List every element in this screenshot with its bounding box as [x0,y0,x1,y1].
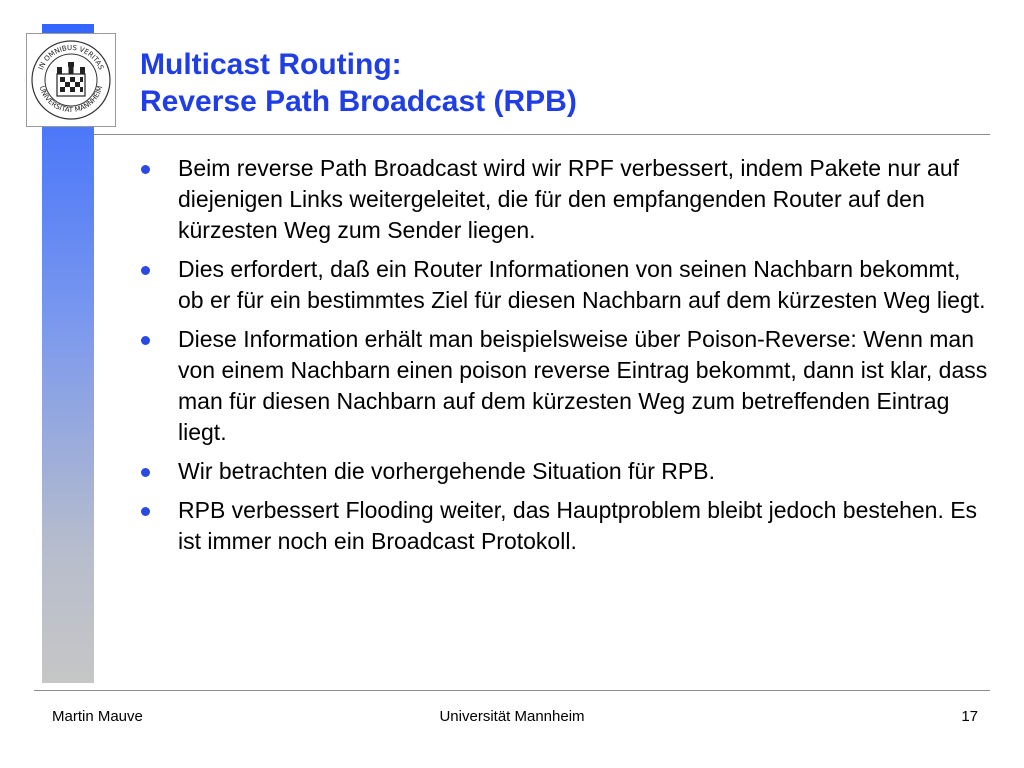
slide-title [140,46,577,120]
slide-title-line-1: Multicast Routing: [140,48,402,81]
bullet-item [140,153,990,246]
seal-castle-icon [57,62,85,96]
bullet-text: Beim reverse Path Broadcast wird wir RPF verbessert, indem Pakete nur auf diejenigen Links weitergeleitet, die für den empfangenden Router auf den kürzesten Weg zum Sender liegen. [178,155,960,243]
bullet-text: RPB verbessert Flooding weiter, das Hauptproblem bleibt jedoch bestehen. Es ist immer noch ein Broadcast Protokoll. [178,497,978,554]
footer-page-number: 17 [961,708,978,725]
seal-text-bottom: UNIVERSITÄT MANNHEIM [37,84,105,115]
title-divider [94,134,990,135]
bullet-dot-icon [141,266,150,275]
bullet-dot-icon [141,165,150,174]
bullet-item [140,324,990,448]
bullet-text: Diese Information erhält man beispielsweise über Poison-Reverse: Wenn man von einem Nachbarn einen poison reverse Eintrag bekommt, dann ist klar, dass man für diesen Nachbarn auf dem kürzesten Weg zum betreffenden Eintrag liegt. [178,326,988,445]
bullet-list [140,153,990,565]
bullet-text: Dies erfordert, daß ein Router Informationen von seinen Nachbarn bekommt, ob er für ein bestimmtes Ziel für diesen Nachbarn auf dem kürzesten Weg liegt. [178,256,986,313]
bullet-item [140,495,990,557]
bullet-item [140,456,990,487]
bullet-dot-icon [141,336,150,345]
footer-divider [34,690,990,691]
university-seal-logo [26,33,116,127]
footer-author: Martin Mauve [52,708,143,725]
seal-text-top: IN OMNIBUS VERITAS [37,43,105,72]
bullet-dot-icon [141,507,150,516]
slide-title-line-2: Reverse Path Broadcast (RPB) [140,85,577,118]
bullet-text: Wir betrachten die vorhergehende Situation für RPB. [178,458,715,484]
seal-icon [27,34,115,126]
bullet-item [140,254,990,316]
footer-institution: Universität Mannheim [439,708,585,725]
bullet-dot-icon [141,468,150,477]
